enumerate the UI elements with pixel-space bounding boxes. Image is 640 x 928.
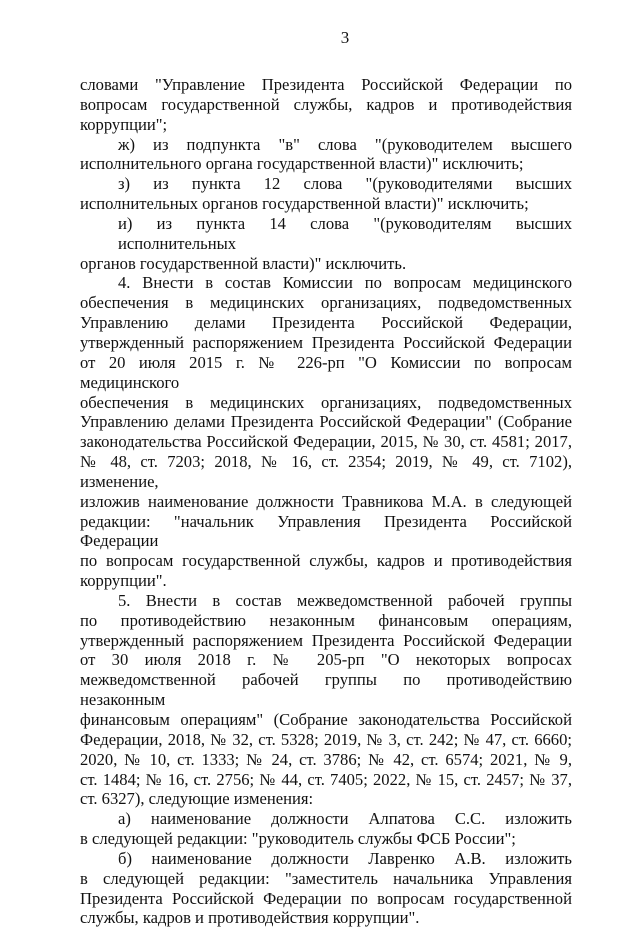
text-line: в следующей редакции: "заместитель начальника Управления bbox=[80, 868, 572, 888]
text-line: 2020, № 10, ст. 1333; № 24, ст. 3786; № 42, ст. 6574; 2021, № 9, bbox=[80, 749, 572, 769]
text-line: межведомственной рабочей группы по противодействию незаконным bbox=[80, 670, 572, 710]
text-line: службы, кадров и противодействия коррупции". bbox=[80, 908, 420, 928]
subitem-zh bbox=[80, 135, 572, 175]
text-line: органов государственной власти)" исключить. bbox=[80, 253, 407, 273]
subitem-z bbox=[80, 174, 572, 214]
text-line: от 30 июля 2018 г. № 205-рп "О некоторых вопросах bbox=[80, 650, 572, 670]
text-line: Управлению делами Президента Российской Федерации" (Собрание bbox=[80, 412, 572, 432]
text-line: б) наименование должности Лавренко А.В. изложить bbox=[118, 848, 572, 868]
item-4 bbox=[80, 273, 572, 591]
text-line: по вопросам государственной службы, кадров и противодействия bbox=[80, 551, 572, 571]
text-line: коррупции"; bbox=[80, 114, 168, 134]
text-line: ст. 6327), следующие изменения: bbox=[80, 789, 314, 809]
document-body bbox=[80, 75, 572, 928]
text-line: исполнительного органа государственной власти)" исключить; bbox=[80, 154, 524, 174]
text-line: з) из пункта 12 слова "(руководителями высших bbox=[118, 174, 572, 194]
text-line: исполнительных органов государственной власти)" исключить; bbox=[80, 194, 529, 214]
text-line: обеспечения в медицинских организациях, подведомственных bbox=[80, 293, 572, 313]
text-line: ст. 1484; № 16, ст. 2756; № 44, ст. 7405; 2022, № 15, ст. 2457; № 37, bbox=[80, 769, 572, 789]
text-line: от 20 июля 2015 г. № 226-рп "О Комиссии по вопросам медицинского bbox=[80, 352, 572, 392]
subitem-b bbox=[80, 849, 572, 928]
text-line: Федерации, 2018, № 32, ст. 5328; 2019, № 3, ст. 242; № 47, ст. 6660; bbox=[80, 729, 572, 749]
paragraph-continuation bbox=[80, 75, 572, 135]
text-line: обеспечения в медицинских организациях, подведомственных bbox=[80, 392, 572, 412]
text-line: вопросам государственной службы, кадров и противодействия bbox=[80, 94, 572, 114]
text-line: финансовым операциям" (Собрание законодательства Российской bbox=[80, 710, 572, 729]
text-line: Президента Российской Федерации по вопросам государственной bbox=[80, 888, 572, 908]
text-line: а) наименование должности Алпатова С.С. изложить bbox=[118, 809, 572, 829]
text-line: редакции: "начальник Управления Президента Российской Федерации bbox=[80, 511, 572, 551]
text-line: законодательства Российской Федерации, 2015, № 30, ст. 4581; 2017, bbox=[80, 432, 572, 452]
subitem-i bbox=[80, 214, 572, 274]
item-5 bbox=[80, 591, 572, 809]
text-line: изложив наименование должности Травникова М.А. в следующей bbox=[80, 491, 572, 511]
text-line: по противодействию незаконным финансовым операциям, bbox=[80, 610, 572, 630]
text-line: № 48, ст. 7203; 2018, № 16, ст. 2354; 2019, № 49, ст. 7102), изменение, bbox=[80, 452, 572, 491]
text-line: в следующей редакции: "руководитель службы ФСБ России"; bbox=[80, 829, 516, 849]
text-line: Управлению делами Президента Российской Федерации, bbox=[80, 313, 572, 333]
subitem-a bbox=[80, 809, 572, 849]
text-line: утвержденный распоряжением Президента Российской Федерации bbox=[80, 332, 572, 352]
text-line: коррупции". bbox=[80, 571, 167, 591]
text-line: словами "Управление Президента Российской Федерации по bbox=[80, 75, 572, 94]
text-line: 4. Внести в состав Комиссии по вопросам медицинского bbox=[118, 273, 572, 293]
page-number: 3 bbox=[340, 28, 350, 47]
text-line: ж) из подпункта "в" слова "(руководителем высшего bbox=[118, 134, 572, 154]
text-line: 5. Внести в состав межведомственной рабочей группы bbox=[118, 590, 572, 610]
text-line: и) из пункта 14 слова "(руководителям высших исполнительных bbox=[118, 213, 572, 253]
text-line: утвержденный распоряжением Президента Российской Федерации bbox=[80, 630, 572, 650]
